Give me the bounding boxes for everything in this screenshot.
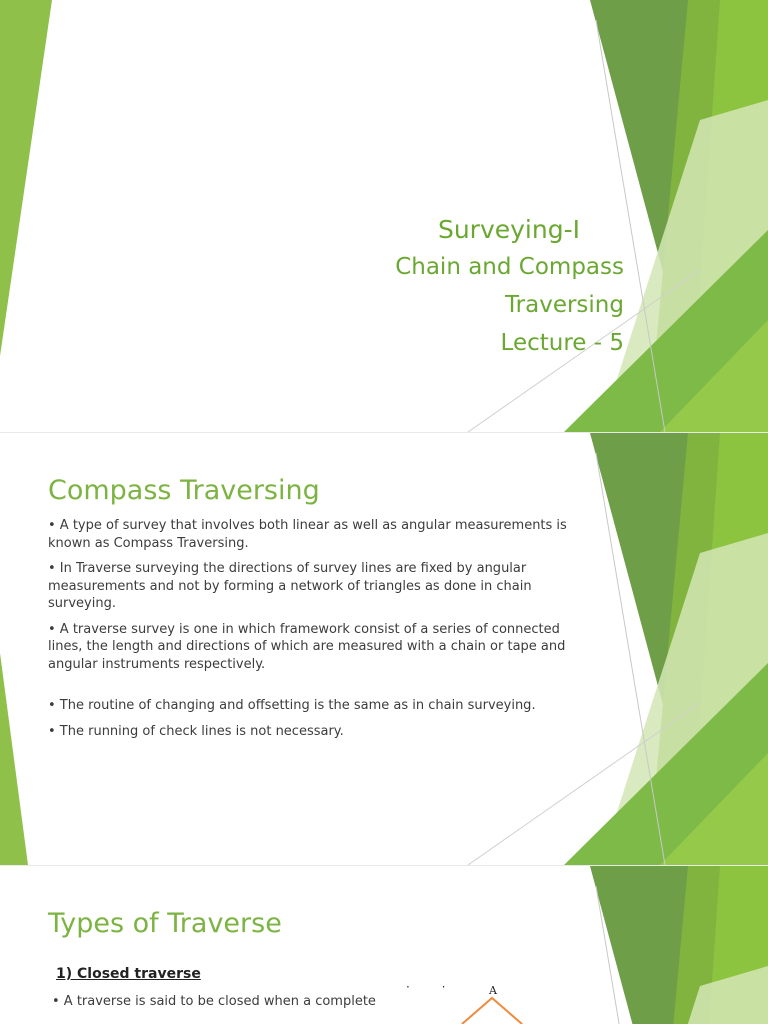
slide-heading: Types of Traverse	[48, 908, 282, 939]
title-slide	[0, 0, 768, 432]
traverse-figure-line	[462, 998, 522, 1024]
presentation-title: Surveying-I	[437, 215, 580, 244]
figure-dots: · ·	[406, 980, 460, 994]
bullet-item: • A type of survey that involves both linear as well as angular measurements is known as Compass Traversing.	[48, 518, 567, 551]
left-green-shape	[0, 0, 52, 356]
bullet-item: • The routine of changing and offsetting is the same as in chain surveying.	[48, 698, 536, 713]
bullet-item: • A traverse is said to be closed when a complete	[52, 994, 376, 1009]
types-of-traverse-slide	[0, 866, 768, 1024]
slide-decoration	[0, 0, 768, 432]
subtitle-line: Chain and Compass	[395, 254, 624, 280]
bullet-list	[48, 517, 578, 748]
subtitle-line: Lecture - 5	[500, 330, 624, 356]
section-subheading: 1) Closed traverse	[56, 966, 201, 982]
subtitle-line: Traversing	[505, 292, 624, 318]
figure-point-label: A	[489, 984, 497, 997]
compass-traversing-slide	[0, 433, 768, 865]
bullet-item: • The running of check lines is not necessary.	[48, 723, 344, 739]
bullet-item: • A traverse survey is one in which framework consist of a series of connected lines, the length and directions of which are measured with a chain or tape and angular instruments respectively.	[48, 621, 566, 672]
slide-heading: Compass Traversing	[48, 475, 320, 506]
title-block	[395, 212, 624, 362]
bullet-item: • In Traverse surveying the directions of survey lines are fixed by angular measurements and not by forming a network of triangles as done in chain surveying.	[48, 561, 532, 611]
left-green-shape	[0, 433, 28, 865]
